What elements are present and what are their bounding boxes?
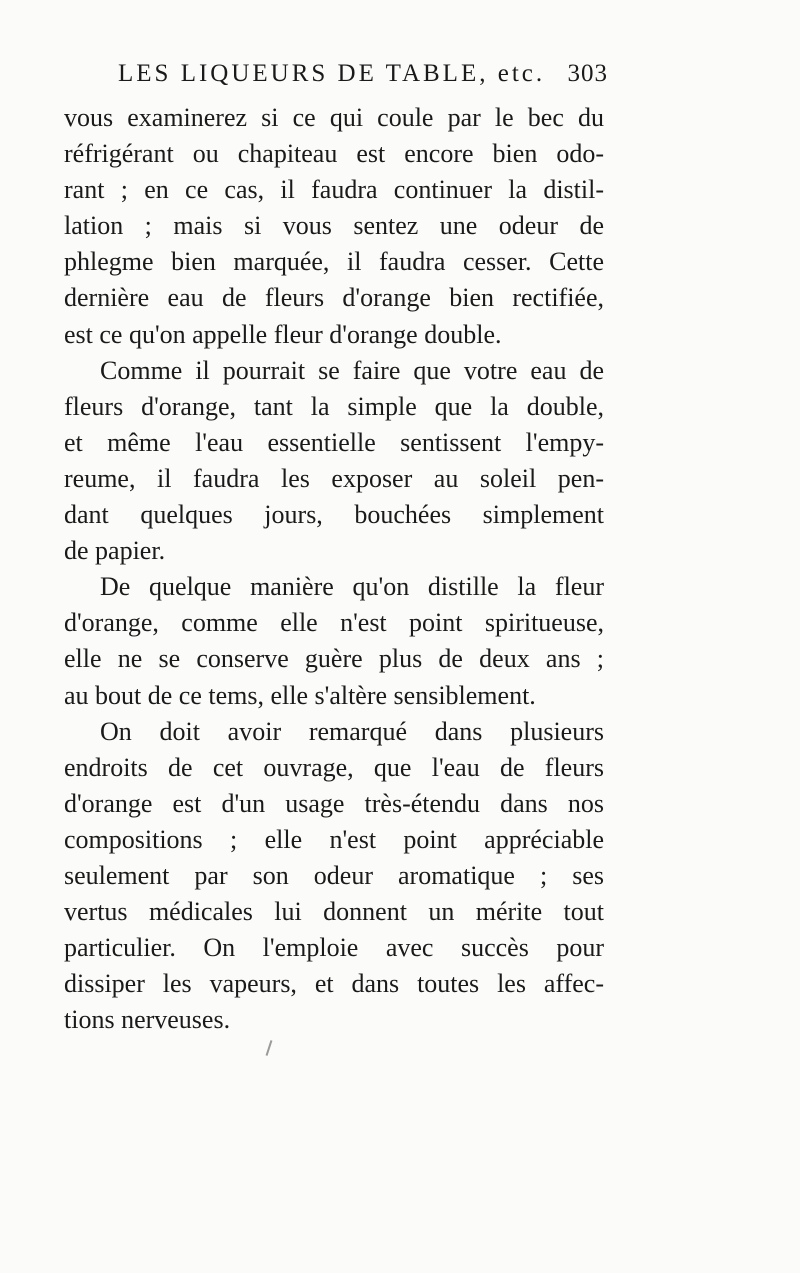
paragraph-3 xyxy=(64,569,604,713)
text-line: lation ; mais si vous sentez une odeur de xyxy=(64,211,604,241)
text-line: phlegme bien marquée, il faudra cesser. Cette xyxy=(64,247,604,277)
text-line: au bout de ce tems, elle s'altère sensiblement. xyxy=(64,680,536,710)
text-line: De quelque manière qu'on distille la fleur xyxy=(100,572,604,602)
text-line: et même l'eau essentielle sentissent l'empy- xyxy=(64,427,604,457)
text-line: rant ; en ce cas, il faudra continuer la distil- xyxy=(64,175,604,205)
text-line: dant quelques jours, bouchées simplement xyxy=(64,500,604,530)
text-line: fleurs d'orange, tant la simple que la double, xyxy=(64,391,604,421)
text-line: On doit avoir remarqué dans plusieurs xyxy=(100,716,604,746)
ink-speck xyxy=(266,1040,273,1056)
text-line: compositions ; elle n'est point appréciable xyxy=(64,824,604,854)
text-line: d'orange, comme elle n'est point spiritueuse, xyxy=(64,608,604,638)
running-title: LES LIQUEURS DE TABLE, etc. xyxy=(118,60,546,87)
text-line: de papier. xyxy=(64,536,166,566)
body-text xyxy=(64,100,604,1038)
text-line: particulier. On l'emploie avec succès pour xyxy=(64,933,604,963)
text-line: d'orange est d'un usage très-étendu dans nos xyxy=(64,788,604,818)
text-line: vertus médicales lui donnent un mérite tout xyxy=(64,897,604,927)
paragraph-2 xyxy=(64,353,604,570)
paragraph-4 xyxy=(64,714,604,1039)
page-number: 303 xyxy=(567,60,608,87)
text-line: tions nerveuses. xyxy=(64,1005,231,1035)
text-line: est ce qu'on appelle fleur d'orange double. xyxy=(64,319,502,349)
text-line: vous examinerez si ce qui coule par le bec du xyxy=(64,103,604,132)
text-line: dernière eau de fleurs d'orange bien rectifiée, xyxy=(64,283,604,313)
paragraph-1 xyxy=(64,100,604,353)
text-line: endroits de cet ouvrage, que l'eau de fleurs xyxy=(64,752,604,782)
running-head xyxy=(118,60,608,96)
text-line: seulement par son odeur aromatique ; ses xyxy=(64,860,604,890)
text-line: reume, il faudra les exposer au soleil pen- xyxy=(64,463,604,493)
text-line: dissiper les vapeurs, et dans toutes les affec- xyxy=(64,969,604,999)
text-line: elle ne se conserve guère plus de deux ans ; xyxy=(64,644,604,674)
text-line: réfrigérant ou chapiteau est encore bien odo- xyxy=(64,139,604,169)
text-line: Comme il pourrait se faire que votre eau de xyxy=(100,355,604,385)
